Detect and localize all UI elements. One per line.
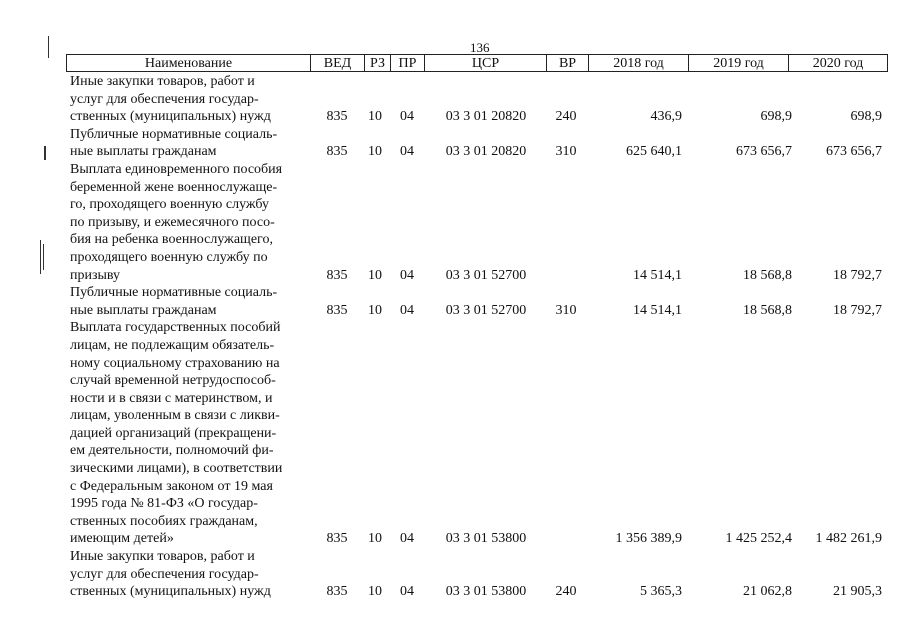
cell-pr: 04 <box>400 109 414 125</box>
table-row <box>66 73 888 126</box>
row-name-line: Выплата единовременного пособия <box>70 161 283 177</box>
cell-csr: 03 3 01 53800 <box>445 531 527 547</box>
row-name-line: случай временной нетрудоспособ- <box>70 373 276 389</box>
header-2019: 2019 год <box>688 54 788 72</box>
row-name-line: проходящего военную службу по <box>70 249 268 265</box>
row-name-line: Публичные нормативные социаль- <box>70 285 278 301</box>
row-name-line: лицам, уволенным в связи с ликви- <box>70 408 280 424</box>
row-name-line: с Федеральным законом от 19 мая <box>70 478 273 494</box>
row-name <box>66 319 306 548</box>
table-row <box>66 126 888 161</box>
cell-pr: 04 <box>400 302 414 318</box>
row-name-line: ные выплаты гражданам <box>70 144 217 160</box>
row-name-line: 1995 года № 81-ФЗ «О государ- <box>70 496 258 512</box>
row-name-line: ному социальному страхованию на <box>70 355 280 371</box>
cell-2019: 673 656,7 <box>736 144 792 160</box>
cell-2019: 18 568,8 <box>743 267 792 283</box>
row-name-line: Иные закупки товаров, работ и <box>70 549 255 565</box>
header-rz: РЗ <box>364 54 390 72</box>
header-name: Наименование <box>66 54 310 72</box>
cell-2020: 1 482 261,9 <box>815 531 882 547</box>
cell-rz: 10 <box>368 302 382 318</box>
row-name-line: Иные закупки товаров, работ и <box>70 74 255 89</box>
row-name <box>66 284 306 319</box>
row-name-line: услуг для обеспечения государ- <box>70 91 259 107</box>
cell-ved: 835 <box>326 144 348 160</box>
cell-rz: 10 <box>368 584 382 600</box>
header-ved: ВЕД <box>310 54 364 72</box>
cell-vr: 240 <box>555 584 577 600</box>
header-2018: 2018 год <box>588 54 688 72</box>
table-header <box>66 54 888 73</box>
cell-rz: 10 <box>368 267 382 283</box>
cell-ved: 835 <box>326 531 348 547</box>
cell-csr: 03 3 01 20820 <box>445 144 527 160</box>
cell-ved: 835 <box>326 584 348 600</box>
cell-rz: 10 <box>368 109 382 125</box>
scan-mark <box>48 36 49 58</box>
header-csr: ЦСР <box>424 54 546 72</box>
scan-mark <box>40 240 41 274</box>
table-row <box>66 161 888 284</box>
row-name-line: дацией организаций (прекращени- <box>70 425 277 441</box>
row-name <box>66 73 306 126</box>
row-name-line: услуг для обеспечения государ- <box>70 566 259 582</box>
cell-pr: 04 <box>400 531 414 547</box>
row-name-line: зическими лицами), в соответствии <box>70 461 283 477</box>
cell-csr: 03 3 01 52700 <box>445 302 527 318</box>
cell-csr: 03 3 01 20820 <box>445 109 527 125</box>
row-name <box>66 548 306 601</box>
row-name <box>66 126 306 161</box>
row-name-line: бия на ребенка военнослужащего, <box>70 232 273 248</box>
header-pr: ПР <box>390 54 424 72</box>
row-name-line: ственных (муниципальных) нужд <box>70 109 271 125</box>
scan-mark <box>44 146 46 160</box>
cell-vr: 310 <box>555 144 577 160</box>
row-name-line: ные выплаты гражданам <box>70 302 217 318</box>
row-name-line: беременной жене военнослужаще- <box>70 179 278 195</box>
row-name-line: ственных пособиях гражданам, <box>70 513 258 529</box>
table-row <box>66 548 888 601</box>
page-number: 136 <box>470 40 490 55</box>
cell-csr: 03 3 01 52700 <box>445 267 527 283</box>
cell-rz: 10 <box>368 531 382 547</box>
table-body <box>66 73 888 601</box>
cell-ved: 835 <box>326 109 348 125</box>
cell-csr: 03 3 01 53800 <box>445 584 527 600</box>
cell-2019: 1 425 252,4 <box>725 531 792 547</box>
cell-rz: 10 <box>368 144 382 160</box>
row-name-line: Публичные нормативные социаль- <box>70 126 278 142</box>
row-name-line: имеющим детей» <box>70 531 174 547</box>
cell-vr: 310 <box>555 302 577 318</box>
cell-2020: 18 792,7 <box>833 302 882 318</box>
cell-2020: 18 792,7 <box>833 267 882 283</box>
cell-2020: 698,9 <box>850 109 882 125</box>
cell-2018: 14 514,1 <box>633 302 682 318</box>
row-name-line: призыву <box>70 267 121 283</box>
cell-2018: 14 514,1 <box>633 267 682 283</box>
table-row <box>66 284 888 319</box>
cell-2018: 5 365,3 <box>640 584 682 600</box>
cell-2018: 436,9 <box>650 109 682 125</box>
cell-2020: 21 905,3 <box>833 584 882 600</box>
cell-2019: 698,9 <box>760 109 792 125</box>
row-name-line: ственных (муниципальных) нужд <box>70 584 271 600</box>
cell-pr: 04 <box>400 267 414 283</box>
table-row <box>66 319 888 548</box>
row-name-line: ности и в связи с материнством, и <box>70 390 273 406</box>
row-name-line: ем деятельности, полномочий фи- <box>70 443 274 459</box>
row-name-line: лицам, не подлежащим обязатель- <box>70 337 275 353</box>
scan-mark <box>43 244 44 270</box>
cell-2020: 673 656,7 <box>826 144 882 160</box>
row-name-line: по призыву, и ежемесячного посо- <box>70 214 275 230</box>
cell-2018: 1 356 389,9 <box>615 531 682 547</box>
cell-vr: 240 <box>555 109 577 125</box>
header-vr: ВР <box>546 54 588 72</box>
row-name <box>66 161 306 284</box>
cell-2019: 21 062,8 <box>743 584 792 600</box>
cell-ved: 835 <box>326 267 348 283</box>
cell-ved: 835 <box>326 302 348 318</box>
cell-pr: 04 <box>400 584 414 600</box>
cell-pr: 04 <box>400 144 414 160</box>
row-name-line: Выплата государственных пособий <box>70 320 281 336</box>
cell-2018: 625 640,1 <box>626 144 682 160</box>
row-name-line: го, проходящего военную службу <box>70 197 269 213</box>
header-2020: 2020 год <box>788 54 888 72</box>
cell-2019: 18 568,8 <box>743 302 792 318</box>
